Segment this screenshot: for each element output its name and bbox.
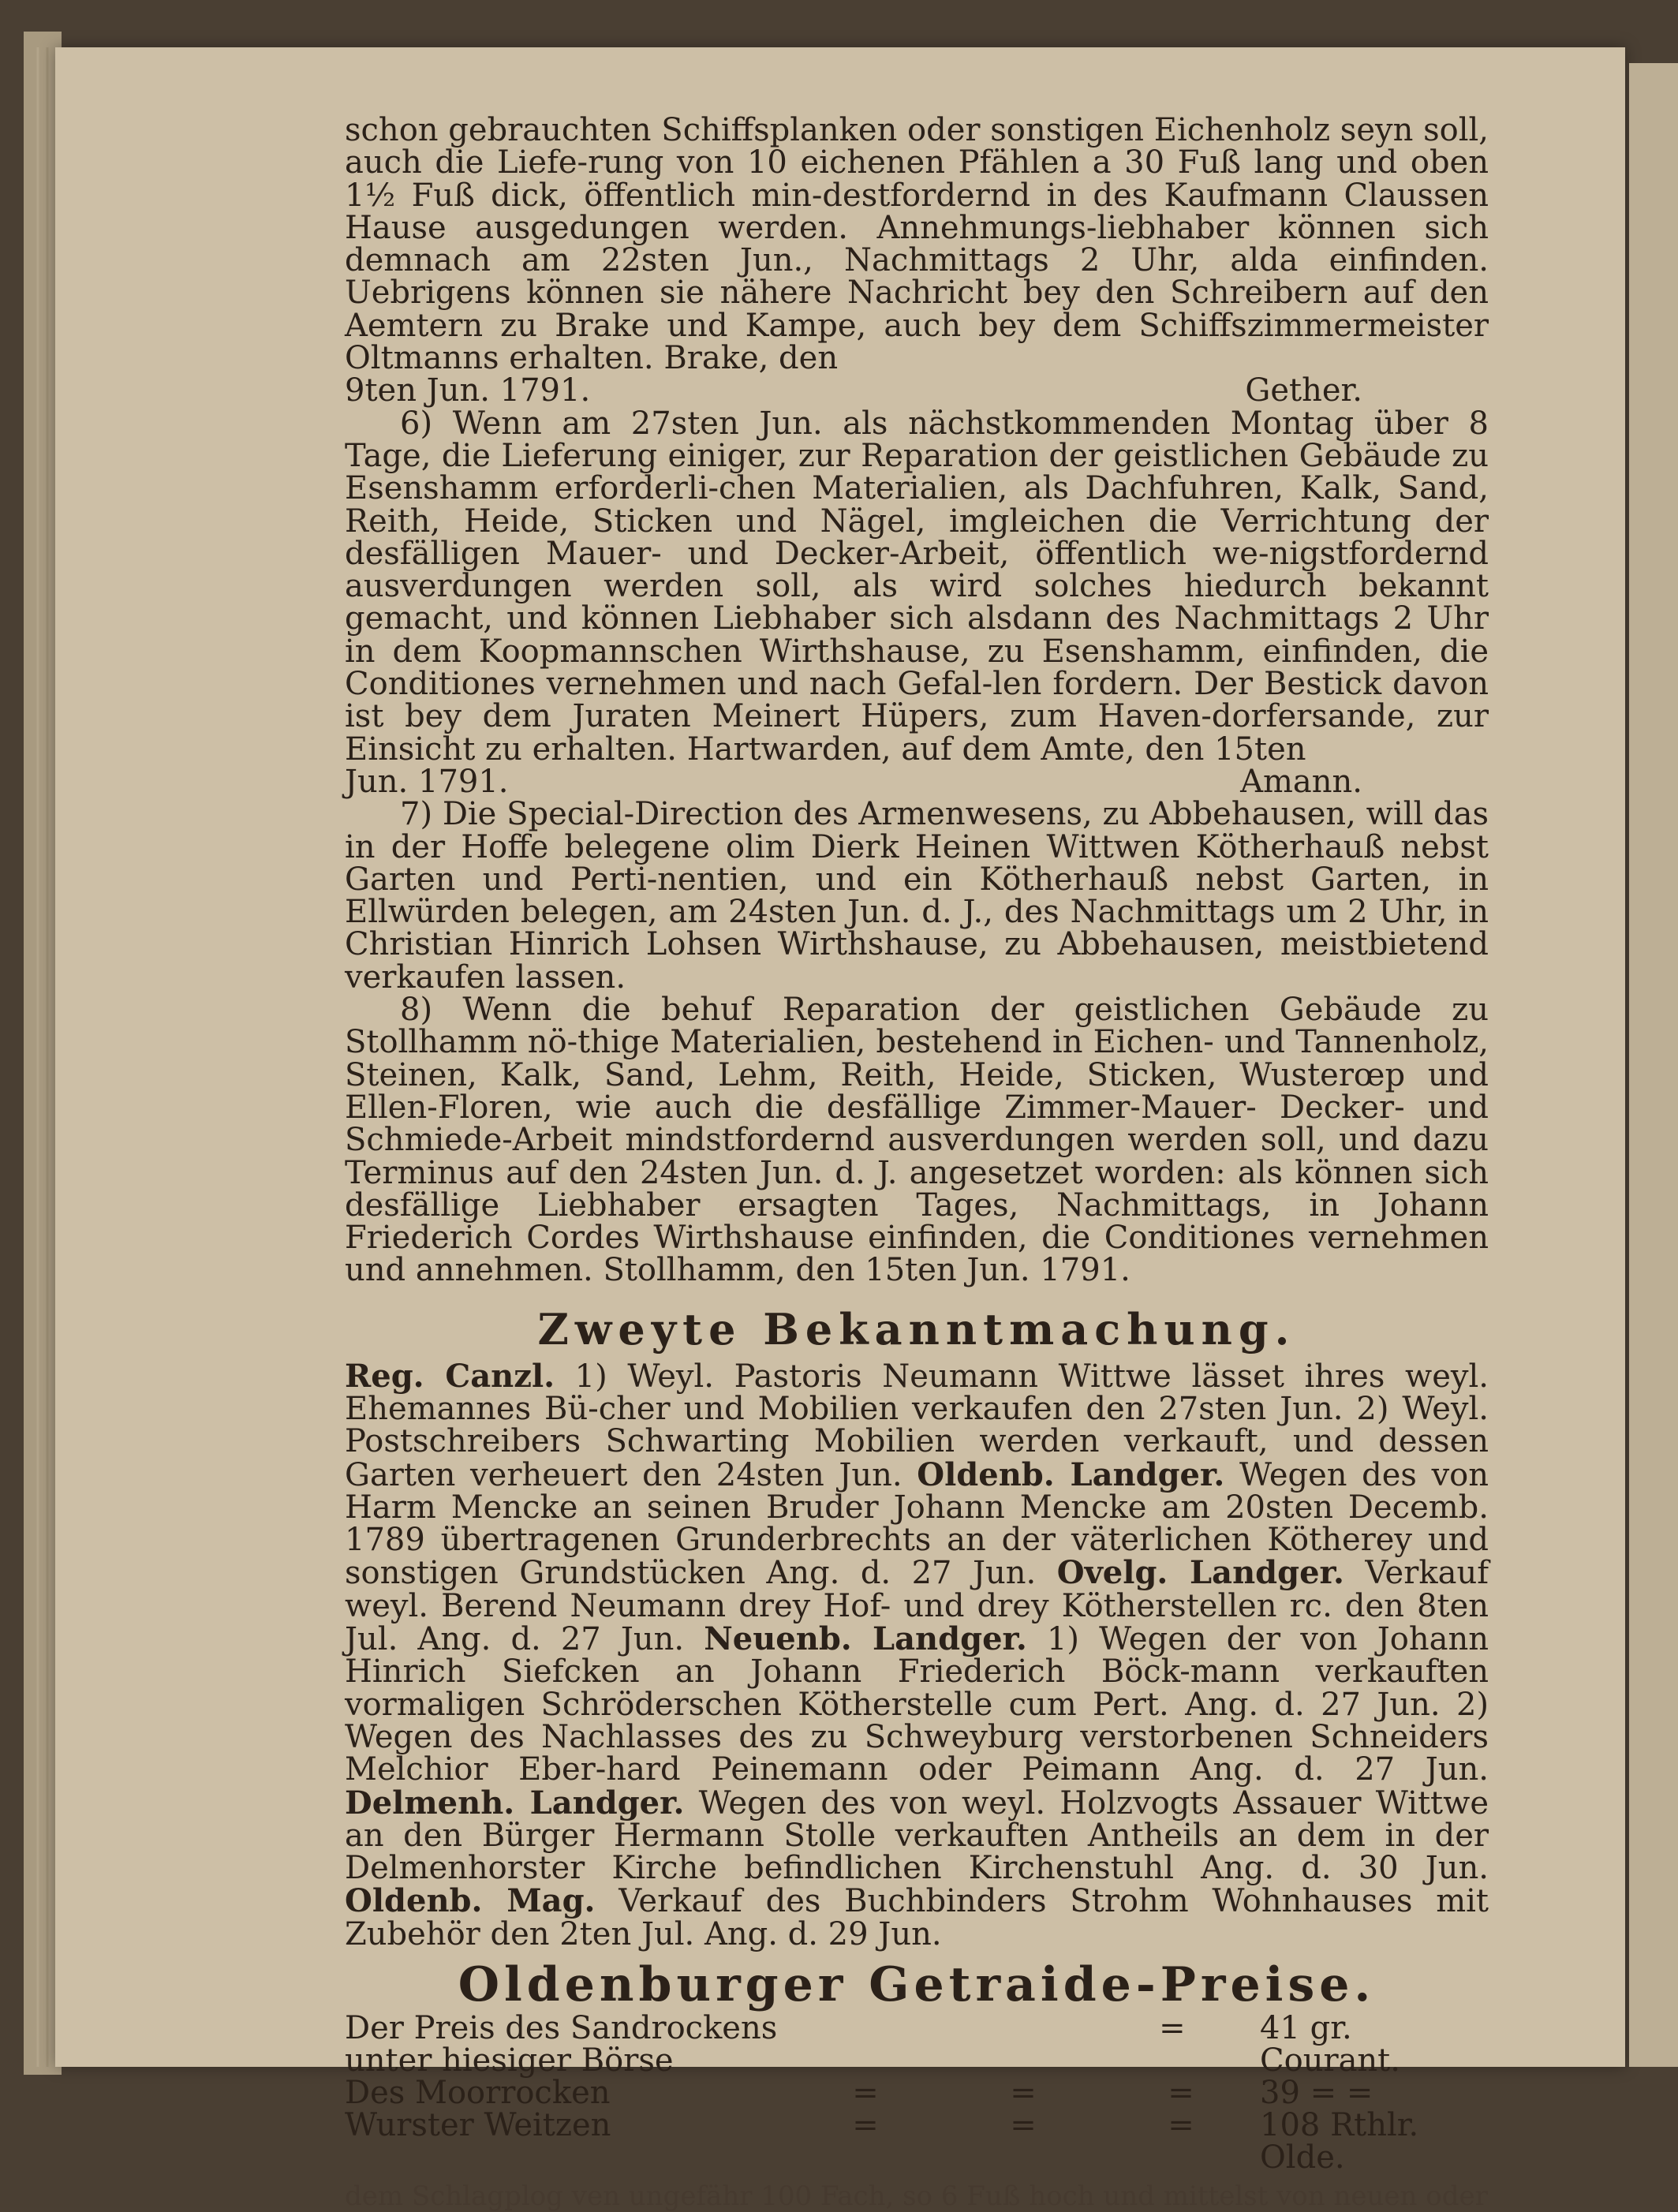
- facing-page-edge: [1629, 63, 1678, 2067]
- court-name: Delmenh. Landger.: [345, 1784, 685, 1822]
- ditto-mark: =: [1010, 2107, 1037, 2144]
- price-value: 41 gr. Courant.: [1260, 2010, 1400, 2079]
- text-block: [345, 114, 1489, 2212]
- price-tail: Olde.: [1260, 2139, 1345, 2177]
- ditto-mark: =: [1010, 2075, 1037, 2112]
- bleed-through-text: dem Schlagplog ven ungefähr 100 Fach, so 6 Fuß hoch und mittelst von neuen oder: [345, 2180, 1488, 2212]
- price-row: [345, 2012, 1489, 2077]
- notice-item-7: 7) Die Special-Direction des Armenwesens, zu Abbehausen, will das in der Hoffe belegene olim Dierk Heinen Wittwen Kötherhauß nebst Garten und Perti-nentien, und ein Kötherhauß nebst Garten, in Ellwürden belegen, am 24sten Jun. d. J., des Nachmittags um 2 Uhr, in Christian Hinrich Lohsen Wirthshause, zu Abbehausen, meistbietend verkaufen lassen.: [345, 796, 1489, 996]
- ditto-mark: =: [852, 2075, 879, 2112]
- ditto-mark: =: [1168, 2107, 1194, 2144]
- court-entry: 1) Wegen der von Johann Hinrich Siefcken an Johann Friederich Böck-mann verkauften vormaligen Schröderschen Kötherstelle cum Pert. Ang. d. 27 Jun. 2) Wegen des Nachlasses des zu Schweyburg verstorbenen Schneiders Melchior Eber-hard Peinemann oder Peimann Ang. d. 27 Jun.: [345, 1621, 1489, 1788]
- price-label: Des Moorrocken: [345, 2075, 611, 2112]
- court-name: Oldenb. Mag.: [345, 1882, 596, 1920]
- price-value: 108 Rthlr.: [1260, 2107, 1419, 2144]
- section-heading-zweyte: Zweyte Bekanntmachung.: [537, 1303, 1296, 1354]
- price-row: [345, 2075, 1489, 2112]
- zweyte-bekanntmachung-body: [345, 1357, 1489, 1952]
- price-label: Wurster Weitzen: [345, 2107, 611, 2144]
- signature-line: [345, 372, 1489, 409]
- court-name: Reg. Canzl.: [345, 1357, 555, 1395]
- price-label: Der Preis des Sandrockens unter hiesiger Börse: [345, 2010, 778, 2079]
- court-name: Ovelg. Landger.: [1056, 1554, 1344, 1592]
- notice-item-6: 6) Wenn am 27sten Jun. als nächstkommenden Montag über 8 Tage, die Lieferung einiger, zur Reparation der geistlichen Gebäude zu Esenshamm erforderli-chen Materialien, als Dachfuhren, Kalk, Sand, Reith, Heide, Sticken und Nägel, imgleichen die Verrichtung der desfälligen Mauer- und Decker-Arbeit, öffentlich we-nigstfordernd ausverdungen werden soll, als wird solches hiedurch bekannt gemacht, und können Liebhaber sich alsdann des Nachmittags 2 Uhr in dem Koopmannschen Wirthshause, zu Esenshamm, einfinden, die Conditiones vernehmen und nach Gefal-len fordern. Der Bestick davon ist bey dem Juraten Meinert Hüpers, zum Haven-dorfersande, zur Einsicht zu erhalten. Hartwarden, auf dem Amte, den 15ten: [345, 405, 1489, 768]
- section-heading-preise: Oldenburger Getraide-Preise.: [458, 1957, 1376, 2013]
- signature-date: Jun. 1791.: [345, 763, 509, 800]
- court-entry: Wegen des von weyl. Holzvogts Assauer Wittwe an den Bürger Hermann Stolle verkauften Antheils an dem in der Delmenhorster Kirche befindlichen Kirchenstuhl Ang. d. 30 Jun.: [345, 1784, 1489, 1887]
- court-entry: Verkauf weyl. Berend Neumann drey Hof- und drey Kötherstellen rc. den 8ten Jul. Ang. d. 27 Jun.: [345, 1555, 1489, 1658]
- court-name: Neuenb. Landger.: [704, 1620, 1027, 1658]
- signature-date: 9ten Jun. 1791.: [345, 372, 591, 409]
- signature-name: Amann.: [1240, 763, 1362, 800]
- price-row: [345, 2139, 1489, 2177]
- ditto-mark: =: [1168, 2075, 1194, 2112]
- price-row: [345, 2109, 1489, 2142]
- court-name: Oldenb. Landger.: [917, 1455, 1225, 1493]
- court-entry: 1) Weyl. Pastoris Neumann Wittwe lässet ihres weyl. Ehemannes Bü-cher und Mobilien verkaufen den 27sten Jun. 2) Weyl. Postschreibers Schwarting Mobilien werden verkauft, und dessen Garten verheuert den 24sten Jun.: [345, 1358, 1489, 1493]
- ditto-mark: =: [1159, 2010, 1186, 2047]
- ditto-mark: =: [852, 2107, 879, 2144]
- price-value: 39 = =: [1260, 2075, 1373, 2112]
- court-entry: Verkauf des Buchbinders Strohm Wohnhauses mit Zubehör den 2ten Jul. Ang. d. 29 Jun.: [345, 1883, 1489, 1952]
- court-entry: Wegen des von Harm Mencke an seinen Bruder Johann Mencke am 20sten Decemb. 1789 übertragenen Grunderbrechts an der väterlichen Kötherey und sonstigen Grundstücken Ang. d. 27 Jun.: [345, 1456, 1489, 1592]
- signature-name: Gether.: [1245, 372, 1362, 409]
- paragraph-continuation: schon gebrauchten Schiffsplanken oder sonstigen Eichenholz seyn soll, auch die Liefe-rung von 10 eichenen Pfählen a 30 Fuß lang und oben 1½ Fuß dick, öffentlich min-destfordernd in des Kaufmann Claussen Hause ausgedungen werden. Annehmungs-liebhaber können sich demnach am 22sten Jun., Nachmittags 2 Uhr, alda einfinden. Uebrigens können sie nähere Nachricht bey den Schreibern auf den Aemtern zu Brake und Kampe, auch bey dem Schiffszimmermeister Oltmanns erhalten. Brake, den: [345, 112, 1489, 377]
- price-list: [345, 2010, 1489, 2177]
- notice-item-8: 8) Wenn die behuf Reparation der geistlichen Gebäude zu Stollhamm nö-thige Materialien, bestehend in Eichen- und Tannenholz, Steinen, Kalk, Sand, Lehm, Reith, Heide, Sticken, Wusterœp und Ellen-Floren, wie auch die desfällige Zimmer-Mauer- Decker- und Schmiede-Arbeit mindstfordernd ausverdungen werden soll, und dazu Terminus auf den 24sten Jun. d. J. angesetzet worden: als können sich desfällige Liebhaber ersagten Tages, Nachmittags, in Johann Friederich Cordes Wirthshause einfinden, die Conditiones vernehmen und annehmen. Stollhamm, den 15ten Jun. 1791.: [345, 992, 1489, 1289]
- signature-line: [345, 763, 1489, 800]
